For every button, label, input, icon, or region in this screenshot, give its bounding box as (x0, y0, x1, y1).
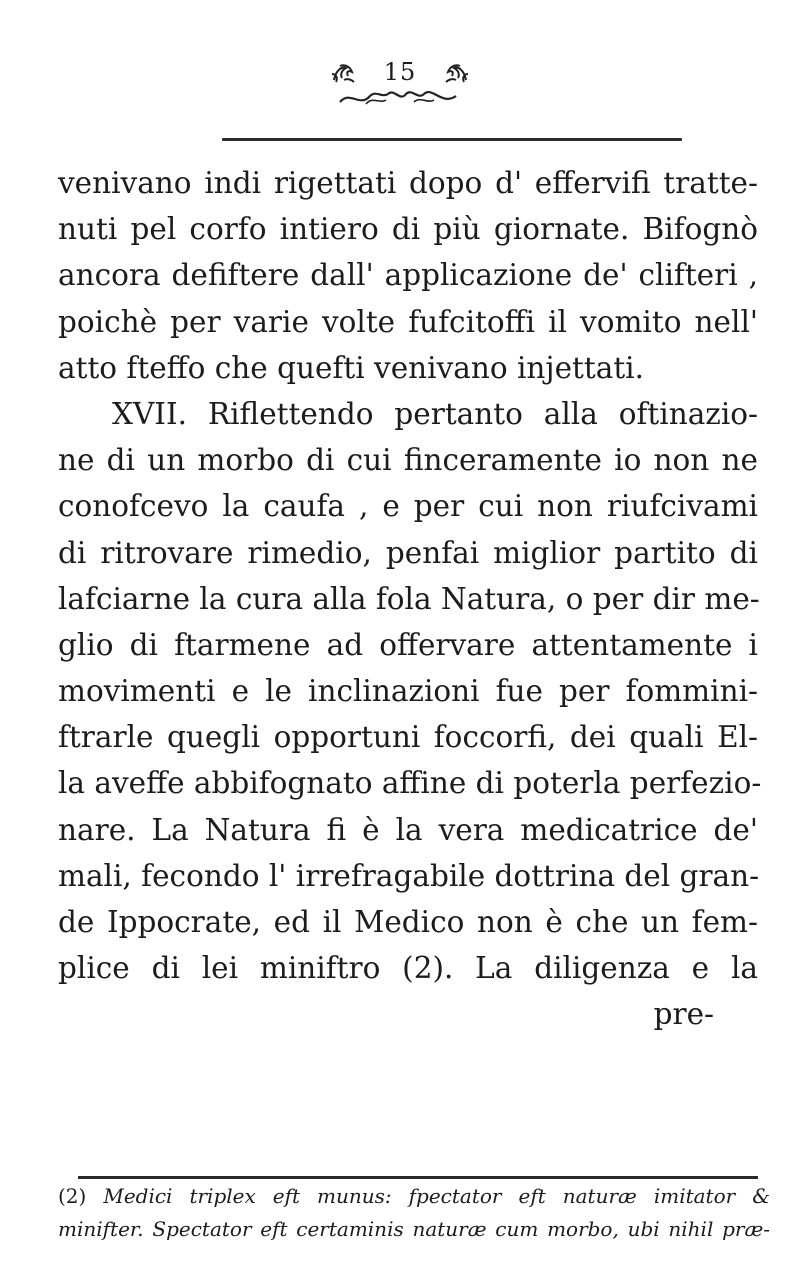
text-line: la aveffe abbifognato affine di poterla perfezio- (58, 766, 762, 801)
scroll-ornament-icon (336, 82, 464, 110)
text-line: poichè per varie volte fufcitoffi il vomito nell' (58, 304, 758, 339)
fleuron-left-icon (330, 62, 360, 84)
text-line: de Ippocrate, ed il Medico non è che un fem- (58, 905, 758, 939)
footnote-line (58, 1180, 770, 1213)
section-heading-line: XVII. Riflettendo pertanto alla oftinazio- (112, 396, 758, 431)
footnote-rule (78, 1176, 758, 1179)
footnote-marker: (2) (58, 1184, 87, 1208)
main-text (58, 160, 762, 1038)
text-line: ftrarle quegli opportuni foccorfi, dei quali El- (58, 720, 758, 755)
text-line: mali, fecondo l' irrefragabile dottrina del gran- (58, 858, 760, 893)
fleuron-right-icon (440, 62, 470, 84)
header-rule (222, 138, 682, 141)
text-line: atto fteffo che quefti venivano injettati. (58, 350, 644, 385)
footnote-text: Medici triplex eft munus: fpectator eft naturæ imitator & (103, 1184, 770, 1208)
text-line: nuti pel corfo intiero di più giornate. Bifognò (58, 212, 758, 247)
footnote-line: minifter. Spectator eft certaminis naturæ cum morbo, ubi nihil præ- (58, 1217, 770, 1241)
text-line: di ritrovare rimedio, penfai miglior partito di (58, 535, 758, 570)
text-line: lafciarne la cura alla fola Natura, o per dir me- (58, 581, 760, 616)
text-line: movimenti e le inclinazioni fue per fommini- (58, 674, 758, 709)
text-line: nare. La Natura fi è la vera medicatrice de' (58, 812, 758, 847)
text-line: ancora defiftere dall' applicazione de' clifteri , (58, 258, 758, 293)
footnote (58, 1180, 770, 1246)
text-line: glio di ftarmene ad offervare attentamente i (58, 627, 758, 662)
page-header (0, 48, 800, 108)
text-line: plice di lei miniftro (2). La diligenza e la (58, 951, 758, 986)
text-line: venivano indi rigettati dopo d' effervifi tratte- (58, 166, 758, 200)
text-line: ne di un morbo di cui finceramente io non ne (58, 443, 758, 478)
page-number: 15 (383, 58, 417, 86)
catchword: pre- (653, 997, 714, 1032)
text-line: conofcevo la caufa , e per cui non riufcivami (58, 489, 758, 524)
